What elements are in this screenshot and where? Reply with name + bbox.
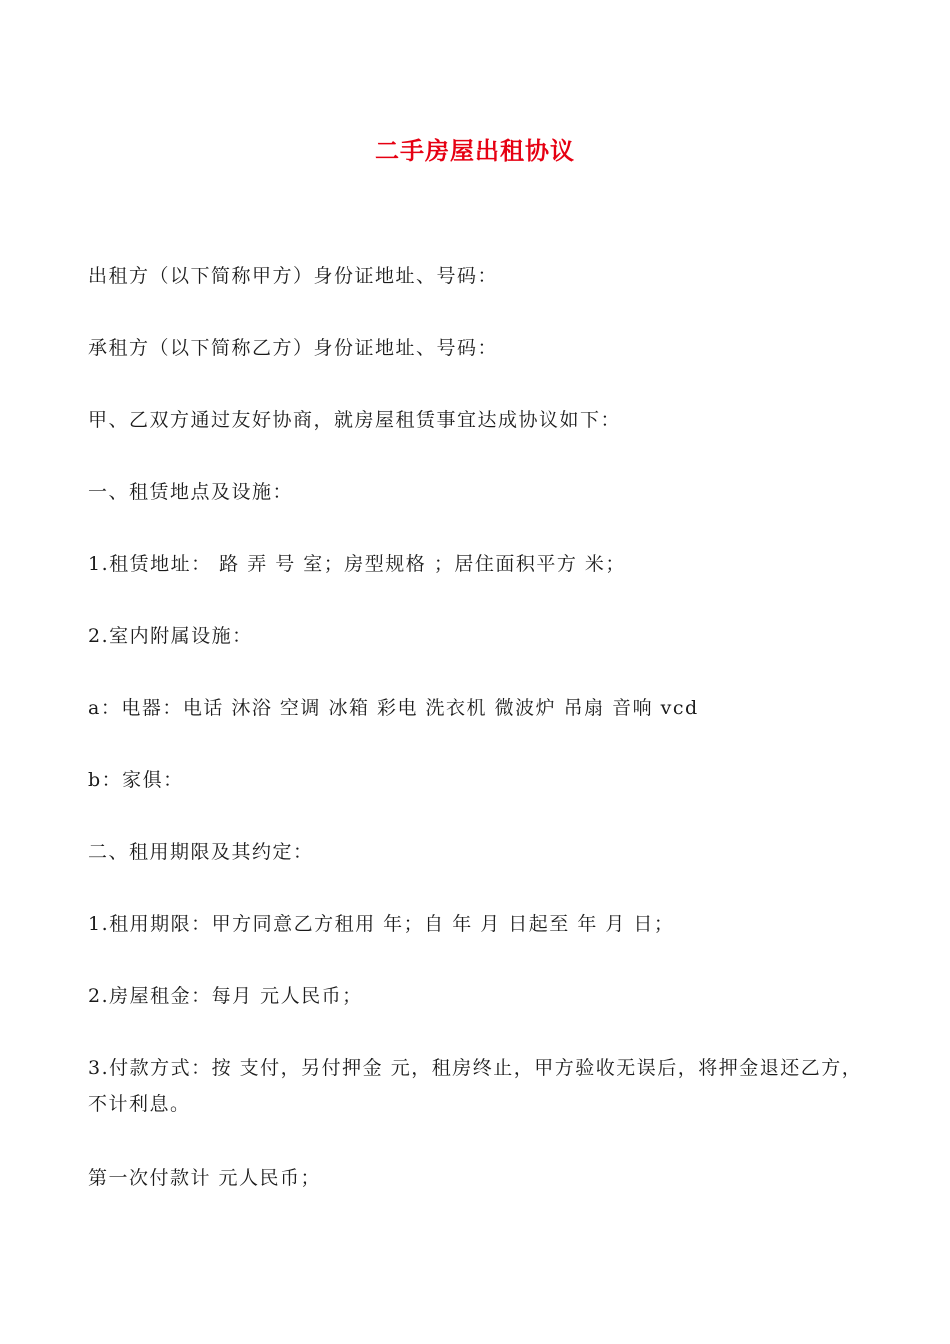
section-heading-location: 一、租赁地点及设施： [88,481,294,503]
paragraph-lessee: 承租方（以下简称乙方）身份证地址、号码： [88,337,499,359]
section-heading-term: 二、租用期限及其约定： [88,841,314,863]
paragraph-payment-method: 3.付款方式：按 支付，另付押金 元，租房终止，甲方验收无误后，将押金退还乙方，不计利息。 [88,1057,863,1115]
paragraph-lease-term: 1.租用期限：甲方同意乙方租用 年；自 年 月 日起至 年 月 日； [88,913,675,935]
document-title: 二手房屋出租协议 [375,137,575,165]
paragraph-first-payment: 第一次付款计 元人民币； [88,1167,322,1189]
paragraph-facilities: 2.室内附属设施： [88,625,253,647]
paragraph-address: 1.租赁地址： 路 弄 号 室；房型规格 ；居住面积平方 米； [88,553,626,575]
paragraph-furniture: b：家俱： [88,769,184,791]
paragraph-agreement-intro: 甲、乙双方通过友好协商，就房屋租赁事宜达成协议如下： [88,409,622,431]
paragraph-lessor: 出租方（以下简称甲方）身份证地址、号码： [88,265,499,287]
paragraph-appliances: a：电器：电话 沐浴 空调 冰箱 彩电 洗衣机 微波炉 吊扇 音响 vcd [88,697,699,719]
paragraph-rent: 2.房屋租金：每月 元人民币； [88,985,363,1007]
